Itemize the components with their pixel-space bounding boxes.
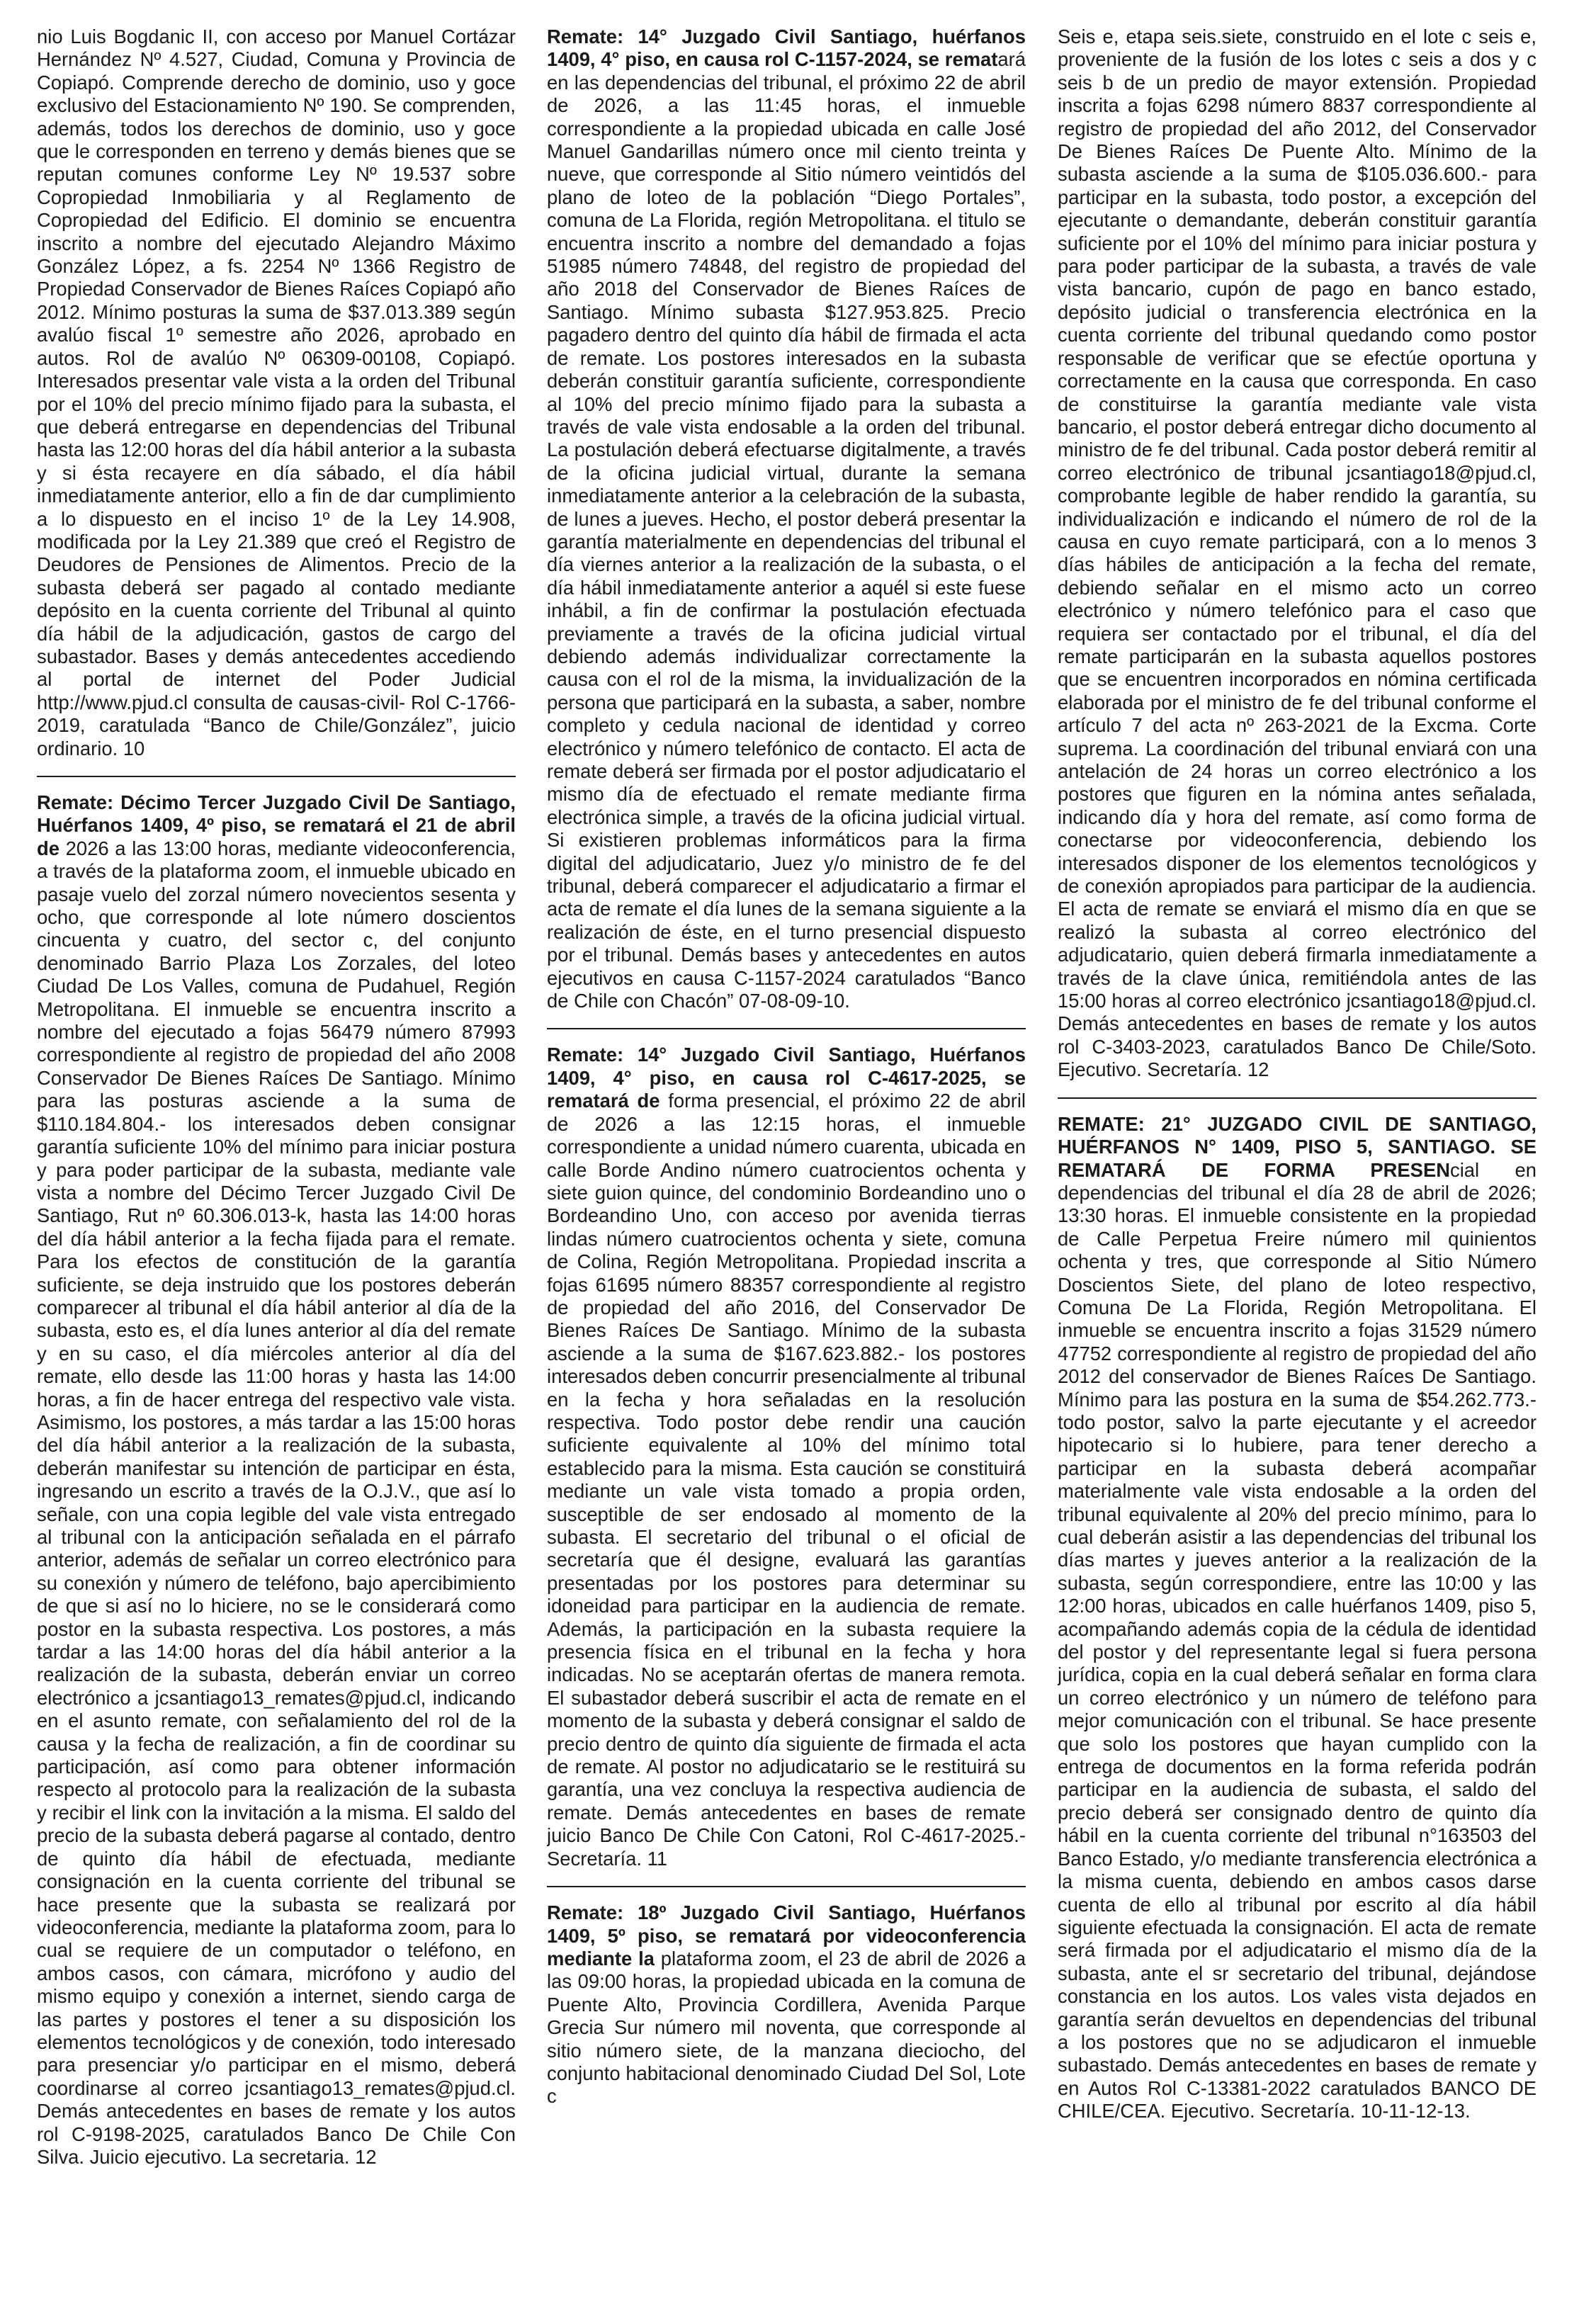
- notice-body: plataforma zoom, el 23 de abril de 2026 a las 09:00 horas, la propiedad ubicada en la comuna de Puente Alto, Provincia Cordillera, Avenida Parque Grecia Sur número mil noventa, que corresponde al sitio número siete, de la manzana dieciocho, del conjunto habitacional denominado Ciudad Del Sol, Lote c: [547, 1947, 1026, 2108]
- notice-body: 2026 a las 13:00 horas, mediante videoconferencia, a través de la plataforma zoom, el inmueble ubicado en pasaje vuelo del zorzal número novecientos sesenta y ocho, que corresponde al lote número doscientos cincuenta y cuatro, del sector c, del conjunto denominado Barrio Plaza Los Zorzales, del loteo Ciudad De Los Valles, comuna de Pudahuel, Región Metropolitana. El inmueble se encuentra inscrito a nombre del ejecutado a fojas 56479 número 87993 correspondiente al registro de propiedad del año 2008 Conservador De Bienes Raíces De Santiago. Mínimo para las posturas asciende a la suma de $110.184.804.- los interesados deben consignar garantía suficiente 10% del mínimo para iniciar postura y para poder participar de la subasta, mediante vale vista a nombre del Décimo Tercer Juzgado Civil De Santiago, Rut nº 60.306.013-k, hasta las 14:00 horas del día hábil anterior a la fecha fijada para el remate. Para los efectos de constitución de la garantía suficiente, se deja instruido que los postores deberán comparecer al tribunal el día hábil anterior al día de la subasta, esto es, el día lunes anterior al día del remate y en su caso, el día miércoles anterior al día del remate, ello desde las 11:00 horas y hasta las 14:00 horas, a fin de hacer entrega del respectivo vale vista. Asimismo, los postores, a más tardar a las 15:00 horas del día hábil anterior a la realización de la subasta, deberán manifestar su intención de participar en ésta, ingresando un escrito a través de la O.J.V., que así lo señale, con una copia legible del vale vista entregado al tribunal con la anticipación señalada en el párrafo anterior, además de señalar un correo electrónico para su conexión y número de teléfono, bajo apercibimiento de que si así no lo hiciere, no se le considerará como postor en la subasta respectiva. Los postores, a más tardar a las 14:00 horas del día hábil anterior a la realización de la subasta, deberán enviar un correo electrónico a jcsantiago13_remates@pjud.cl, indicando en el asunto remate, con señalamiento del rol de la causa y la fecha de realización, a fin de coordinar su participación, así como para obtener información respecto al protocolo para la realización de la subasta y recibir el link con la invitación a la misma. El saldo del precio de la subasta deberá pagarse al contado, dentro de quinto día hábil de efectuada, mediante consignación en la cuenta corriente del tribunal se hace presente que la subasta se realizará por videoconferencia, mediante la plataforma zoom, para lo cual se requiere de un computador o teléfono, en ambos casos, con cámara, micrófono y audio del mismo equipo y conexión a internet, siendo carga de las partes y postores el tener a su disposición los elementos tecnológicos y de conexión, todo interesado para presenciar y/o participar en el mismo, deberá coordinarse al correo jcsantiago13_remates@pjud.cl. Demás antecedentes en bases de remate y los autos rol C-9198-2025, caratulados Banco De Chile Con Silva. Juicio ejecutivo. La secretaria. 12: [37, 837, 516, 2168]
- notice-paragraph: [547, 1901, 1026, 2108]
- notice-divider: [547, 1886, 1026, 1887]
- notice-paragraph: [37, 791, 516, 2169]
- newspaper-page: [37, 26, 1560, 2285]
- notice-heading: REMATE: 21° JUZGADO CIVIL DE SANTIAGO, HUÉRFANOS N° 1409, PISO 5, SANTIAGO. SE REMATARÁ DE FORMA PRESEN: [1058, 1112, 1536, 1181]
- notice-18-juzgado: [547, 1901, 1026, 2108]
- notice-body: nio Luis Bogdanic II, con acceso por Manuel Cortázar Hernández Nº 4.527, Ciudad, Comuna y Provincia de Copiapó. Comprende derecho de dominio, uso y goce exclusivo del Estacionamiento Nº 190. Se comprenden, además, todos los derechos de dominio, uso y goce que le corresponden en terreno y demás bienes que se reputan comunes conforme Ley Nº 19.537 sobre Copropiedad Inmobiliaria y al Reglamento de Copropiedad del Edificio. El dominio se encuentra inscrito a nombre del ejecutado Alejandro Máximo González López, a fs. 2254 Nº 1366 Registro de Propiedad Conservador de Bienes Raíces Copiapó año 2012. Mínimo posturas la suma de $37.013.389 según avalúo fiscal 1º semestre año 2026, aprobado en autos. Rol de avalúo Nº 06309-00108, Copiapó. Interesados presentar vale vista a la orden del Tribunal por el 10% del precio mínimo fijado para la subasta, el que deberá entregarse en dependencias del Tribunal hasta las 12:00 horas del día hábil anterior a la subasta y si ésta recayere en día sábado, el día hábil inmediatamente anterior, ello a fin de dar cumplimiento a lo dispuesto en el inciso 1º de la Ley 14.908, modificada por la Ley 21.389 que creó el Registro de Deudores de Pensiones de Alimentos. Precio de la subasta deberá ser pagado al contado mediante depósito en la cuenta corriente del Tribunal al quinto día hábil de la adjudicación, gastos de cargo del subastador. Bases y demás antecedentes accediendo al portal de internet del Poder Judicial http://www.pjud.cl consulta de causas-civil- Rol C-1766-2019, caratulada “Banco de Chile/González”, juicio ordinario. 10: [37, 26, 516, 759]
- notice-14-juzgado-c1157: [547, 26, 1026, 1012]
- notice-18-juzgado-continuation: [1058, 26, 1536, 1082]
- notice-paragraph: [547, 1044, 1026, 1870]
- notice-heading: Remate: 14° Juzgado Civil Santiago, Huérfanos 1409, 4° piso, en causa rol C-4617-2025, se rematará de: [547, 1044, 1026, 1112]
- column-1: [37, 26, 516, 2285]
- notice-copiapo-continuation: [37, 26, 516, 760]
- notice-heading: Remate: 14° Juzgado Civil Santiago, huérfanos 1409, 4° piso, en causa rol C-1157-2024, se remat: [547, 26, 1026, 71]
- notice-paragraph: [547, 26, 1026, 1012]
- notice-body: cial en dependencias del tribunal el día 28 de abril de 2026; 13:30 horas. El inmueble consistente en la propiedad de Calle Perpetua Freire número mil quinientos ochenta y tres, que corresponde al Sitio Número Doscientos Siete, del plano de loteo respectivo, Comuna De La Florida, Región Metropolitana. El inmueble se encuentra inscrito a fojas 31529 número 47752 correspondiente al registro de propiedad del año 2012 del conservador de Bienes Raíces De Santiago. Mínimo para las postura en la suma de $54.262.773.- todo postor, salvo la parte ejecutante y el acreedor hipotecario si lo hubiere, para tener derecho a participar en la subasta deberá acompañar materialmente vale vista endosable a la orden del tribunal equivalente al 20% del precio mínimo, para lo cual deberán asistir a las dependencias del tribunal los días martes y jueves anterior a la realización de la subasta, según correspondiere, entre las 10:00 y las 12:00 horas, ubicados en calle huérfanos 1409, piso 5, acompañando además copia de la cédula de identidad del postor y del representante legal si fuera persona jurídica, copia en la cual deberá señalar en forma clara un correo electrónico y un número de teléfono para mejor comunicación con el tribunal. Se hace presente que solo los postores que hayan cumplido con la entrega de documentos en la forma referida podrán participar en la audiencia de subasta, el saldo del precio deberá ser consignado dentro de quinto día hábil en la cuenta corriente del tribunal n°163503 del Banco Estado, y/o mediante transferencia electrónica a la misma cuenta, debiendo en ambos casos darse cuenta de ello al tribunal por escrito al día hábil siguiente efectuada la consignación. El acta de remate será firmada por el adjudicatario el mismo día de la subasta, ante el sr secretario del tribunal, dejándose constancia en los autos. Los vales vista dejados en garantía serán devueltos en dependencias del tribunal a los postores que no se adjudicaron el inmueble subastado. Demás antecedentes en bases de remate y en Autos Rol C-13381-2022 caratulados BANCO DE CHILE/CEA. Ejecutivo. Secretaría. 10-11-12-13.: [1058, 1158, 1536, 2123]
- notice-paragraph: [1058, 1113, 1536, 2123]
- notice-heading: Remate: 18º Juzgado Civil Santiago, Huérfanos 1409, 5º piso, se rematará por videoconferencia mediante la: [547, 1901, 1026, 1969]
- notice-body: Seis e, etapa seis.siete, construido en el lote c seis e, proveniente de la fusión de los lotes c seis a dos y c seis b de un predio de mayor extensión. Propiedad inscrita a fojas 6298 número 8837 correspondiente al registro de propiedad del año 2012, del Conservador De Bienes Raíces De Puente Alto. Mínimo de la subasta asciende a la suma de $105.036.600.- para participar en la subasta, todo postor, a excepción del ejecutante o demandante, deberán constituir garantía suficiente por el 10% del mínimo para iniciar postura y para poder participar de la subasta, a través de vale vista bancario, cupón de pago en banco estado, depósito judicial o transferencia electrónica en la cuenta corriente del tribunal quedando como postor responsable de verificar que se efectúe oportuna y correctamente en la causa que corresponda. En caso de constituirse la garantía mediante vale vista bancario, el postor deberá entregar dicho documento al ministro de fe del tribunal. Cada postor deberá remitir al correo electrónico de tribunal jcsantiago18@pjud.cl, comprobante legible de haber rendido la garantía, su individualización e indicando el número de rol de la causa en cuyo remate participará, con a lo menos 3 días hábiles de anticipación a la fecha del remate, debiendo señalar en el mismo acto un correo electrónico y número telefónico para el caso que requiera ser contactado por el tribunal, el día del remate participarán en la subasta aquellos postores que se encuentren incorporados en nómina certificada elaborada por el ministro de fe del tribunal conforme el artículo 7 del acta nº 263-2021 de la Excma. Corte suprema. La coordinación del tribunal enviará con una antelación de 24 horas un correo electrónico a los postores que figuren en la nómina antes señalada, indicando día y hora del remate, así como forma de conectarse por videoconferencia, debiendo los interesados disponer de los elementos tecnológicos y de conexión apropiados para participar de la audiencia. El acta de remate se enviará el mismo día en que se realizó la subasta al correo electrónico del adjudicatario, quien deberá firmarla inmediatamente a través de la clave única, remitiéndola antes de las 15:00 horas al correo electrónico jcsantiago18@pjud.cl. Demás antecedentes en bases de remate y los autos rol C-3403-2023, caratulados Banco De Chile/Soto. Ejecutivo. Secretaría. 12: [1058, 26, 1536, 1081]
- column-2: [547, 26, 1026, 2285]
- notice-heading: Remate: Décimo Tercer Juzgado Civil De Santiago, Huérfanos 1409, 4º piso, se rematará el 21 de abril de: [37, 791, 516, 859]
- notice-body: ará en las dependencias del tribunal, el próximo 22 de abril de 2026, a las 11:45 horas, el inmueble correspondiente a la propiedad ubicada en calle José Manuel Gandarillas número once mil ciento treinta y nueve, que corresponde al Sitio número veintidós del plano de loteo de la población “Diego Portales”, comuna de La Florida, región Metropolitana. el titulo se encuentra inscrito a nombre del demandado a fojas 51985 número 74848, del registro de propiedad del año 2018 del Conservador de Bienes Raíces de Santiago. Mínimo subasta $127.953.825. Precio pagadero dentro del quinto día hábil de firmada el acta de remate. Los postores interesados en la subasta deberán constituir garantía suficiente, correspondiente al 10% del precio mínimo fijado para la subasta a través de vale vista endosable a la orden del tribunal. La postulación deberá efectuarse digitalmente, a través de la oficina judicial virtual, durante la semana inmediatamente anterior a la celebración de la subasta, de lunes a jueves. Hecho, el postor deberá presentar la garantía materialmente en dependencias del tribunal el día viernes anterior a la realización de la subasta, o el día hábil inmediatamente anterior a aquél si este fuese inhábil, a fin de confirmar la postulación efectuada previamente a través de la oficina judicial virtual debiendo además individualizar correctamente la causa con el rol de la misma, la invidualización de la persona que participará en la subasta, a saber, nombre completo y cedula nacional de identidad y correo electrónico y número telefónico de contacto. El acta de remate deberá ser firmada por el postor adjudicatario el mismo día de efectuado el remate mediante firma electrónica simple, a través de la oficina judicial virtual. Si existieren problemas informáticos para la firma digital del adjudicatario, Juez y/o ministro de fe del tribunal, deberá comparecer el adjudicatario a firmar el acta de remate el día lunes de la semana siguiente a la realización de éste, en el turno presencial dispuesto por el tribunal. Demás bases y antecedentes en autos ejecutivos en causa C-1157-2024 caratulados “Banco de Chile con Chacón” 07-08-09-10.: [547, 48, 1026, 1012]
- notice-divider: [1058, 1097, 1536, 1099]
- notice-divider: [37, 776, 516, 777]
- notice-body: forma presencial, el próximo 22 de abril de 2026 a las 12:15 horas, el inmueble correspondiente a unidad número cuarenta, ubicada en calle Borde Andino número cuatrocientos ochenta y siete guion quince, del condominio Bordeandino uno o Bordeandino Uno, con acceso por avenida tierras lindas número cuatrocientos ochenta y siete, comuna de Colina, Región Metropolitana. Propiedad inscrita a fojas 61695 número 88357 correspondiente al registro de propiedad del año 2016, del Conservador De Bienes Raíces De Santiago. Mínimo de la subasta asciende a la suma de $167.623.882.- los postores interesados deben concurrir presencialmente al tribunal en la fecha y hora señaladas en la resolución respectiva. Todo postor debe rendir una caución suficiente equivalente al 10% del mínimo total establecido para la misma. Esta caución se constituirá mediante un vale vista tomado a propia orden, susceptible de ser endosado al momento de la subasta. El secretario del tribunal o el oficial de secretaría que él designe, evaluará las garantías presentadas por los postores para determinar su idoneidad para participar en la audiencia de remate. Además, la participación en la subasta requiere la presencia física en el tribunal en la fecha y hora indicadas. No se aceptarán ofertas de manera remota. El subastador deberá suscribir el acta de remate en el momento de la subasta y deberá consignar el saldo de precio dentro de quinto día siguiente de firmada el acta de remate. Al postor no adjudicatario se le restituirá su garantía, una vez concluya la respectiva audiencia de remate. Demás antecedentes en bases de remate juicio Banco De Chile Con Catoni, Rol C-4617-2025.- Secretaría. 11: [547, 1090, 1026, 1870]
- notice-divider: [547, 1028, 1026, 1029]
- notice-13-juzgado: [37, 791, 516, 2169]
- notice-14-juzgado-c4617: [547, 1044, 1026, 1870]
- notice-21-juzgado: [1058, 1113, 1536, 2123]
- column-3: [1058, 26, 1536, 2285]
